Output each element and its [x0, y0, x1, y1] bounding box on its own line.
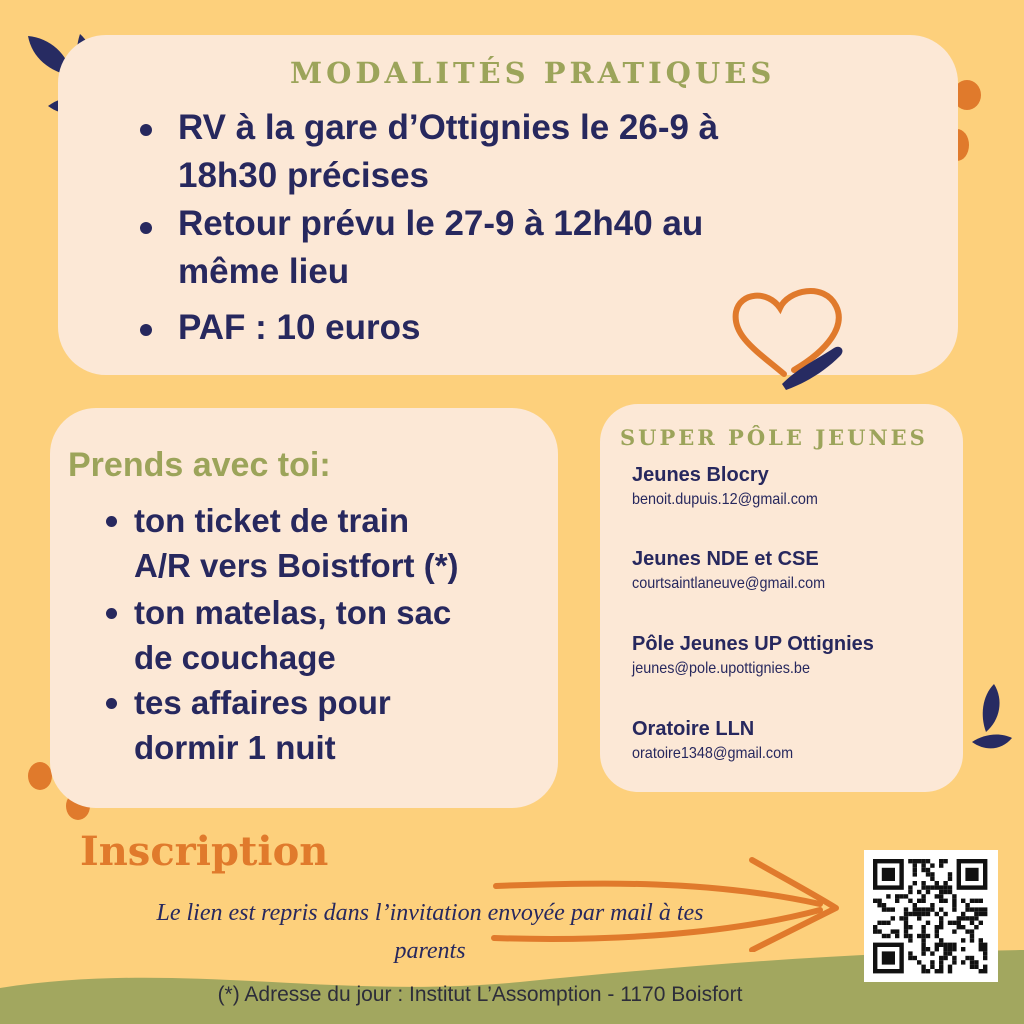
prends-title: Prends avec toi:	[68, 446, 331, 484]
contact-name: Jeunes NDE et CSE	[632, 548, 819, 570]
contact-name: Jeunes Blocry	[632, 464, 769, 486]
bullet-icon	[106, 698, 117, 709]
bullet-icon	[140, 124, 152, 136]
bullet-icon	[140, 324, 152, 336]
contact-item	[632, 464, 839, 509]
bullet-icon	[140, 222, 152, 234]
contact-item	[632, 548, 847, 593]
contact-email[interactable]: jeunes@pole.upottignies.be	[632, 660, 810, 677]
contact-email[interactable]: benoit.dupuis.12@gmail.com	[632, 491, 818, 508]
qr-code-icon[interactable]	[864, 850, 998, 982]
modalites-title: MODALITÉS PRATIQUES	[290, 56, 776, 90]
contact-email[interactable]: oratoire1348@gmail.com	[632, 745, 794, 762]
inscription-title: Inscription	[80, 828, 329, 875]
contact-item	[632, 633, 874, 678]
contact-email[interactable]: courtsaintlaneuve@gmail.com	[632, 575, 826, 592]
contact-name: Pôle Jeunes UP Ottignies	[632, 633, 874, 655]
contact-item	[632, 718, 811, 763]
heart-hand-icon	[728, 286, 853, 396]
contacts-title: SUPER PÔLE JEUNES	[620, 425, 928, 450]
footnote: (*) Adresse du jour : Institut L’Assomption - 1170 Boisfort	[217, 983, 743, 1006]
bullet-icon	[106, 516, 117, 527]
bullet-icon	[106, 608, 117, 619]
contact-name: Oratoire LLN	[632, 718, 755, 740]
inscription-text: Le lien est repris dans l’invitation envoyée par mail à tes parents	[156, 900, 704, 964]
